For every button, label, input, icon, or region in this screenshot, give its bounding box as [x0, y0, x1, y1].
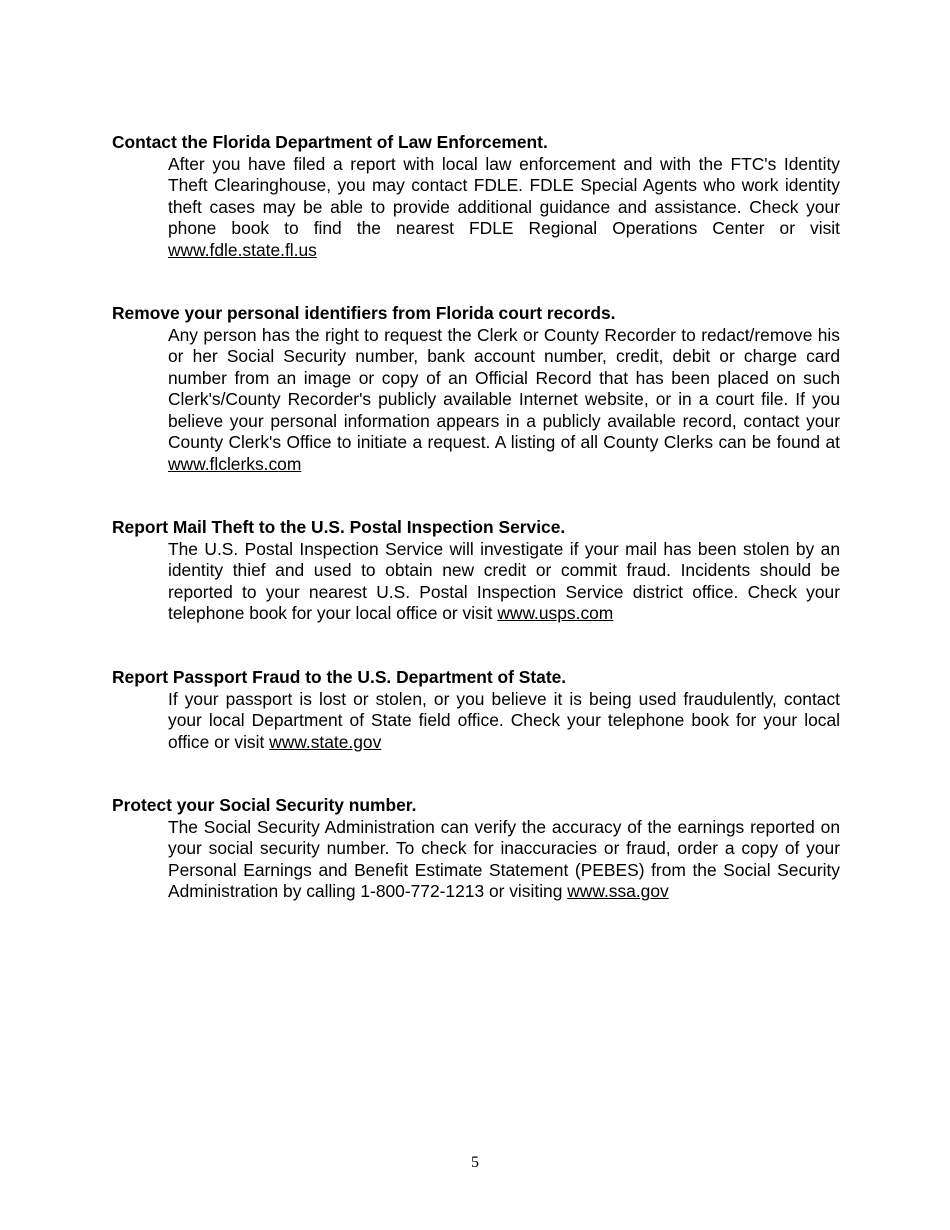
- flclerks-link[interactable]: www.flclerks.com: [168, 453, 302, 474]
- section-heading: Report Passport Fraud to the U.S. Department of State.: [112, 667, 567, 687]
- section-body-text: The U.S. Postal Inspection Service will investigate if your mail has been stolen by an identity thief and used to obtain new credit or commit fraud. Incidents should be reported to your nearest U.S. Postal Inspection Service district office. Check your telephone book for your local office or visit: [168, 538, 840, 623]
- section-heading: Protect your Social Security number.: [112, 795, 417, 815]
- section-heading: Report Mail Theft to the U.S. Postal Inspection Service.: [112, 517, 566, 537]
- section-body-text: Any person has the right to request the Clerk or County Recorder to redact/remove his or her Social Security number, bank account number, credit, debit or charge card number from an image or copy of an Official Record that has been placed on such Clerk's/County Recorder's publicly available Internet website, or in a court file. If you believe your personal information appears in a publicly available record, contact your County Clerk's Office to initiate a request. A listing of all County Clerks can be found at: [168, 324, 840, 452]
- section-body-text: If your passport is lost or stolen, or you believe it is being used fraudulently, contact your local Department of State field office. Check your telephone book for your local office or visit: [168, 688, 840, 752]
- usps-link[interactable]: www.usps.com: [497, 603, 614, 623]
- fdle-link[interactable]: www.fdle.state.fl.us: [168, 239, 317, 260]
- section-passport-fraud: [112, 667, 840, 753]
- section-fdle: [112, 132, 840, 261]
- section-body-text: The Social Security Administration can verify the accuracy of the earnings reported on your social security number. To check for inaccuracies or fraud, order a copy of your Personal Earnings and Benefit Estimate Statement (PEBES) from the Social Security Administration by calling 1-800-772-1213 or visiting: [168, 816, 840, 901]
- section-mail-theft: [112, 517, 840, 625]
- section-body: [168, 817, 840, 903]
- section-body: [168, 539, 840, 625]
- section-body: [168, 154, 840, 262]
- section-body: [168, 689, 840, 754]
- section-body: [168, 325, 840, 476]
- section-heading: Remove your personal identifiers from Florida court records.: [112, 303, 616, 323]
- page-number: 5: [471, 1154, 479, 1171]
- section-body-text: After you have filed a report with local law enforcement and with the FTC's Identity Theft Clearinghouse, you may contact FDLE. FDLE Special Agents who work identity theft cases may be able to provide additional guidance and assistance. Check your phone book to find the nearest FDLE Regional Operations Center or visit: [168, 153, 840, 238]
- section-social-security: [112, 795, 840, 903]
- section-court-records: [112, 303, 840, 475]
- section-heading: Contact the Florida Department of Law Enforcement.: [112, 132, 548, 152]
- ssa-link[interactable]: www.ssa.gov: [567, 881, 669, 901]
- state-gov-link[interactable]: www.state.gov: [269, 731, 382, 752]
